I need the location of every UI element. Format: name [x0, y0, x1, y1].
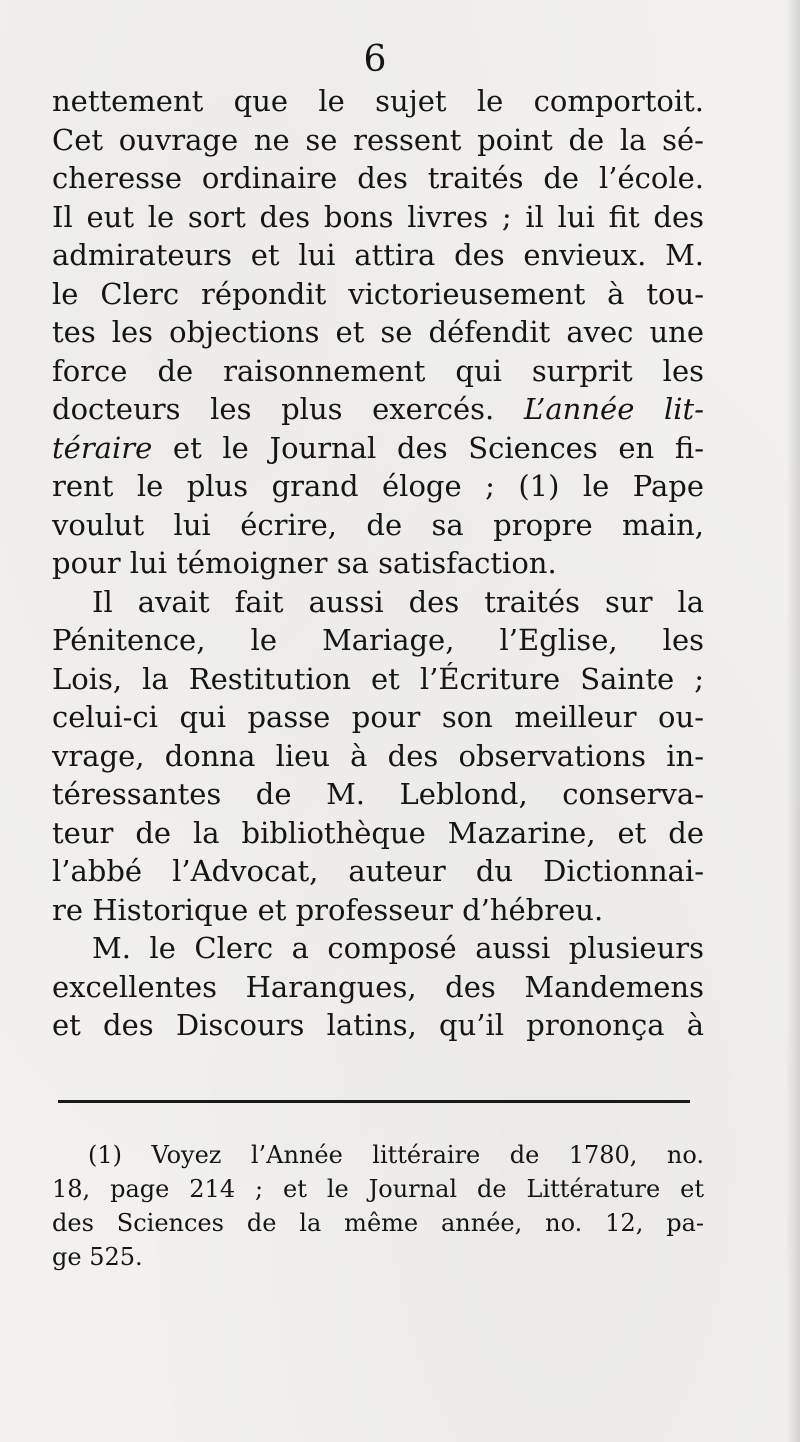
- text-line: et des Discours latins, qu’il prononça à: [52, 1008, 704, 1042]
- text-line: le Clerc répondit victorieusement à tou-: [52, 276, 704, 311]
- italic-title: téraire: [52, 430, 153, 465]
- text-line: cheresse ordinaire des traités de l’école.: [52, 161, 704, 195]
- text-line: admirateurs et lui attira des envieux. M.: [52, 238, 704, 272]
- text-line: M. le Clerc a composé aussi plusieurs: [92, 931, 704, 965]
- italic-title: L’année lit-: [523, 392, 704, 426]
- text-line: Lois, la Restitution et l’Écriture Sainte ;: [52, 661, 704, 696]
- text-line: vrage, donna lieu à des observations in-: [52, 738, 704, 773]
- footnote-rule: [58, 1100, 690, 1103]
- page-edge-shadow: [786, 0, 800, 1442]
- text-line: l’abbé l’Advocat, auteur du Dictionnai-: [52, 854, 704, 888]
- text-line: pour lui témoigner sa satisfaction.: [52, 546, 557, 580]
- text-line: re Historique et professeur d’hébreu.: [52, 892, 604, 927]
- footnote-line: (1) Voyez l’Année littéraire de 1780, no.: [88, 1141, 704, 1169]
- text-segment: docteurs les plus exercés.: [52, 392, 524, 426]
- text-line: [52, 429, 704, 468]
- text-line: tes les objections et se défendit avec une: [52, 315, 704, 349]
- text-line: nettement que le sujet le comportoit.: [52, 84, 704, 118]
- footnote-line: 18, page 214 ; et le Journal de Littérature et: [52, 1175, 704, 1203]
- text-line: téressantes de M. Leblond, conserva-: [52, 777, 704, 811]
- text-segment: et le Journal des Sciences en fi-: [152, 430, 704, 465]
- footnote-line: des Sciences de la même année, no. 12, pa-: [52, 1209, 704, 1237]
- body-text: [52, 82, 704, 1045]
- text-line: teur de la bibliothèque Mazarine, et de: [52, 815, 704, 850]
- text-line: Pénitence, le Mariage, l’Eglise, les: [52, 623, 704, 657]
- page-number: 6: [363, 39, 387, 80]
- text-line: [52, 390, 704, 429]
- text-line: Il eut le sort des bons livres ; il lui fit des: [52, 199, 704, 234]
- text-line: voulut lui écrire, de sa propre main,: [52, 507, 704, 542]
- text-line: Il avait fait aussi des traités sur la: [92, 584, 704, 619]
- text-line: celui-ci qui passe pour son meilleur ou-: [52, 700, 704, 734]
- text-line: excellentes Harangues, des Mandemens: [52, 969, 704, 1004]
- footnote: [52, 1138, 704, 1274]
- text-line: Cet ouvrage ne se ressent point de la sé-: [52, 122, 704, 157]
- text-line: force de raisonnement qui surprit les: [52, 353, 704, 388]
- footnote-line: ge 525.: [52, 1243, 143, 1271]
- text-line: rent le plus grand éloge ; (1) le Pape: [52, 469, 704, 503]
